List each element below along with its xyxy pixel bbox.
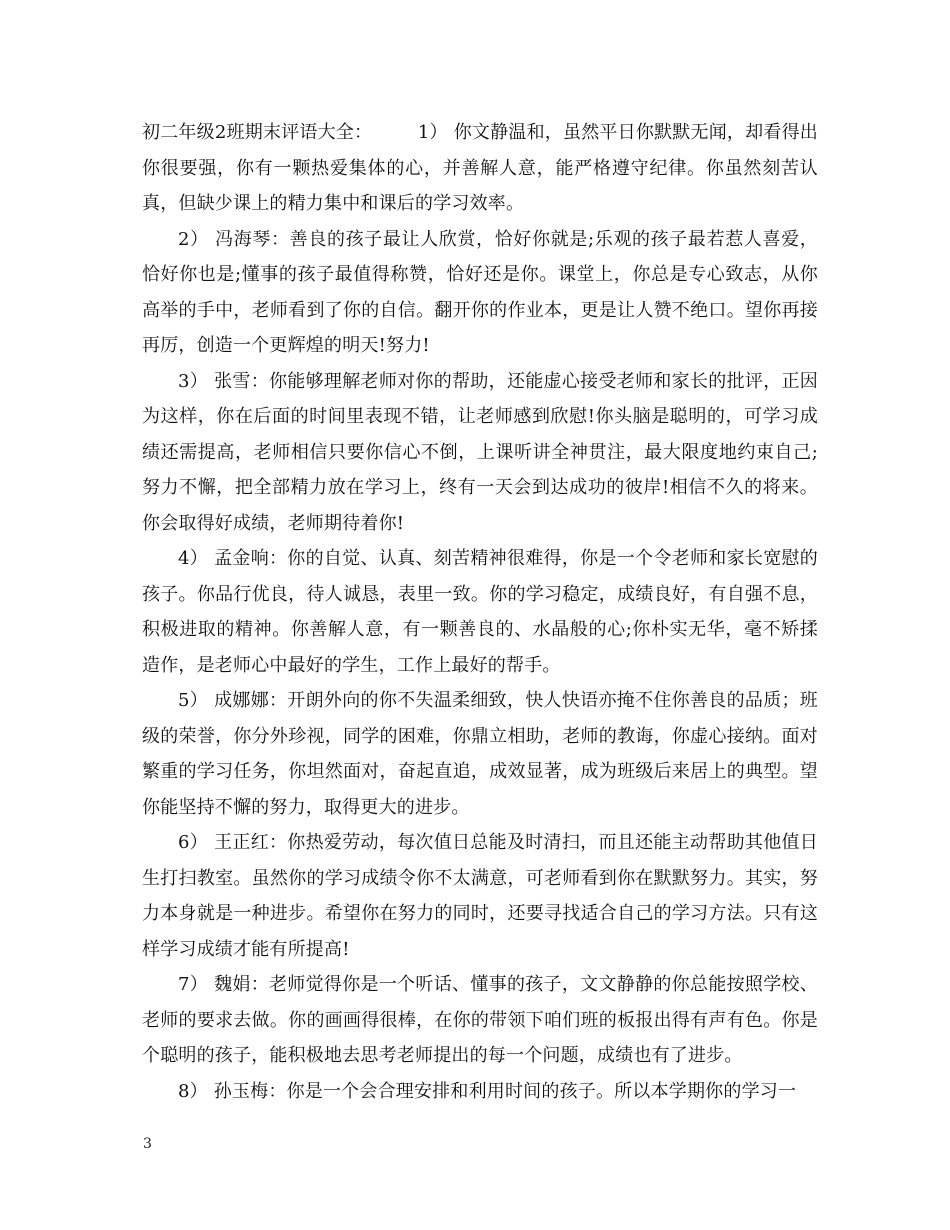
- paragraph-intro: 初二年级2班期末评语大全： 1） 你文静温和，虽然平日你默默无闻，却看得出你很要强，你有一颗热爱集体的心，并善解人意，能严格遵守纪律。你虽然刻苦认真，但缺少课上的精力集中和课后的学习效率。: [142, 122, 818, 214]
- paragraph-comment-5: 5） 成娜娜：开朗外向的你不失温柔细致，快人快语亦掩不住你善良的品质；班级的荣誉，你分外珍视，同学的困难，你鼎立相助，老师的教诲，你虚心接纳。面对繁重的学习任务，你坦然面对，奋起直追，成效显著，成为班级后来居上的典型。望你能坚持不懈的努力，取得更大的进步。: [142, 690, 818, 818]
- paragraph-comment-4: 4） 孟金响：你的自觉、认真、刻苦精神很难得，你是一个令老师和家长宽慰的孩子。你品行优良，待人诚恳，表里一致。你的学习稳定，成绩良好，有自强不息，积极进取的精神。你善解人意，有一颗善良的、水晶般的心;你朴实无华，毫不矫揉造作，是老师心中最好的学生，工作上最好的帮手。: [142, 548, 818, 676]
- paragraph-comment-6: 6） 王正红：你热爱劳动，每次值日总能及时清扫，而且还能主动帮助其他值日生打扫教室。虽然你的学习成绩令你不太满意，可老师看到你在默默努力。其实，努力本身就是一种进步。希望你在努力的同时，还要寻找适合自己的学习方法。只有这样学习成绩才能有所提高!: [142, 832, 818, 960]
- paragraph-comment-3: 3） 张雪：你能够理解老师对你的帮助，还能虚心接受老师和家长的批评，正因为这样，你在后面的时间里表现不错，让老师感到欣慰!你头脑是聪明的，可学习成绩还需提高，老师相信只要你信心不倒，上课听讲全神贯注，最大限度地约束自己;努力不懈，把全部精力放在学习上，终有一天会到达成功的彼岸!相信不久的将来。你会取得好成绩，老师期待着你!: [142, 370, 818, 534]
- page-number: 3: [143, 1136, 152, 1152]
- document-body: [142, 115, 818, 1109]
- paragraph-comment-7: 7） 魏娟：老师觉得你是一个听话、懂事的孩子，文文静静的你总能按照学校、老师的要求去做。你的画画得很棒，在你的带领下咱们班的板报出得有声有色。你是个聪明的孩子，能积极地去思考老师提出的每一个问题，成绩也有了进步。: [142, 974, 818, 1066]
- paragraph-comment-2: 2） 冯海琴：善良的孩子最让人欣赏，恰好你就是;乐观的孩子最若惹人喜爱，恰好你也是;懂事的孩子最值得称赞，恰好还是你。课堂上，你总是专心致志，从你高举的手中，老师看到了你的自信。翻开你的作业本，更是让人赞不绝口。望你再接再厉，创造一个更辉煌的明天!努力!: [142, 228, 818, 356]
- paragraph-comment-8: 8） 孙玉梅：你是一个会合理安排和利用时间的孩子。所以本学期你的学习一: [178, 1080, 797, 1102]
